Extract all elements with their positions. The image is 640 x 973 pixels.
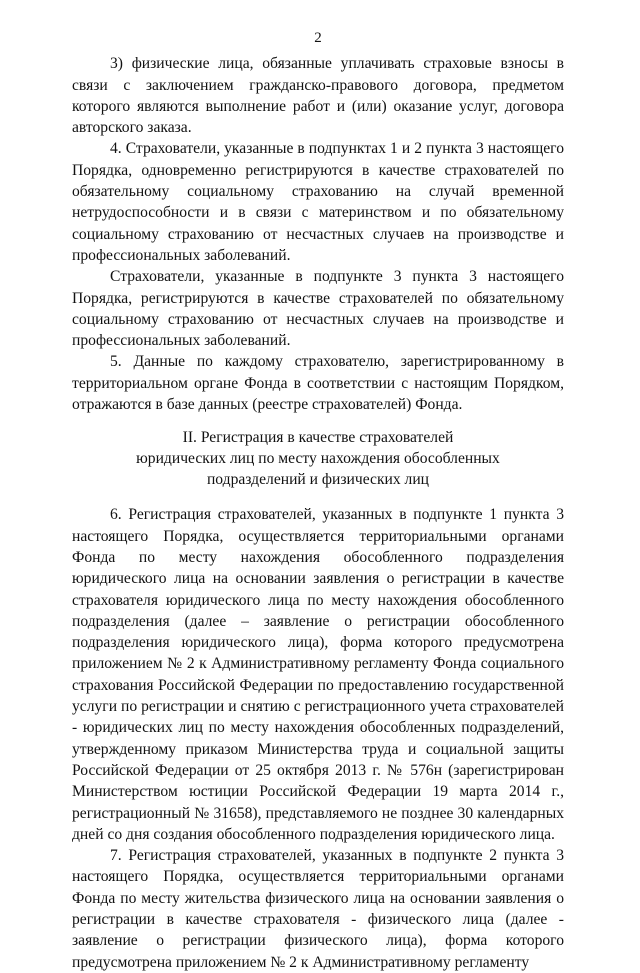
- section-heading-line-1: II. Регистрация в качестве страхователей: [182, 429, 454, 447]
- paragraph-5-data: 5. Данные по каждому страхователю, зарегистрированному в территориальном органе Фонда в соответствии с настоящим Порядком, отражаются в базе данных (реестре страхователей) Фонда.: [72, 353, 564, 414]
- paragraph-6-branch-registration: 6. Регистрация страхователей, указанных в подпункте 1 пункта 3 настоящего Порядка, осуществляется территориальными органами Фонда по месту нахождения обособленного подразделения юридического лица на основании заявления о регистрации в качестве страхователя юридического лица по месту нахождения обособленного подразделения (далее – заявление о регистрации обособленного подразделения юридического лица), форма которого предусмотрена приложением № 2 к Административному регламенту Фонда социального страхования Российской Федерации по предоставлению государственной услуги по регистрации и снятию с регистрационного учета страхователей - юридических лиц по месту нахождения обособленных подразделений, утвержденному приказом Министерства труда и социальной защиты Российской Федерации от 25 октября 2013 г. № 576н (зарегистрирован Министерством юстиции Российской Федерации 19 марта 2014 г., регистрационный № 31658), представляемого не позднее 30 календарных дней со дня создания обособленного подразделения юридического лица.: [72, 506, 564, 843]
- section-heading: [72, 427, 564, 490]
- paragraph-3-individuals: 3) физические лица, обязанные уплачивать страховые взносы в связи с заключением гражданско-правового договора, предметом которого являются выполнение работ и (или) оказание услуг, договора авторского заказа.: [72, 55, 564, 137]
- page-number: 2: [314, 30, 322, 46]
- paragraph-4-registration: 4. Страхователи, указанные в подпунктах 1 и 2 пункта 3 настоящего Порядка, одновременно регистрируются в качестве страхователей по обязательному социальному страхованию на случай временной нетрудоспособности и в связи с материнством и по обязательному социальному страхованию от несчастных случаев на производстве и профессиональных заболеваний.: [72, 140, 564, 264]
- section-heading-line-2: юридических лиц по месту нахождения обособленных: [136, 450, 500, 468]
- document-page: [72, 28, 564, 973]
- paragraph-insurers-subpoint-3: Страхователи, указанные в подпункте 3 пункта 3 настоящего Порядка, регистрируются в качестве страхователей по обязательному социальному страхованию от несчастных случаев на производстве и профессиональных заболеваний.: [72, 268, 564, 350]
- paragraph-7-individual-registration: 7. Регистрация страхователей, указанных в подпункте 2 пункта 3 настоящего Порядка, осуществляется территориальными органами Фонда по месту жительства физического лица на основании заявления о регистрации в качестве страхователя - физического лица (далее - заявление о регистрации физического лица), форма которого предусмотрена приложением № 2 к Административному регламенту: [72, 847, 564, 971]
- section-heading-line-3: подразделений и физических лиц: [206, 471, 430, 489]
